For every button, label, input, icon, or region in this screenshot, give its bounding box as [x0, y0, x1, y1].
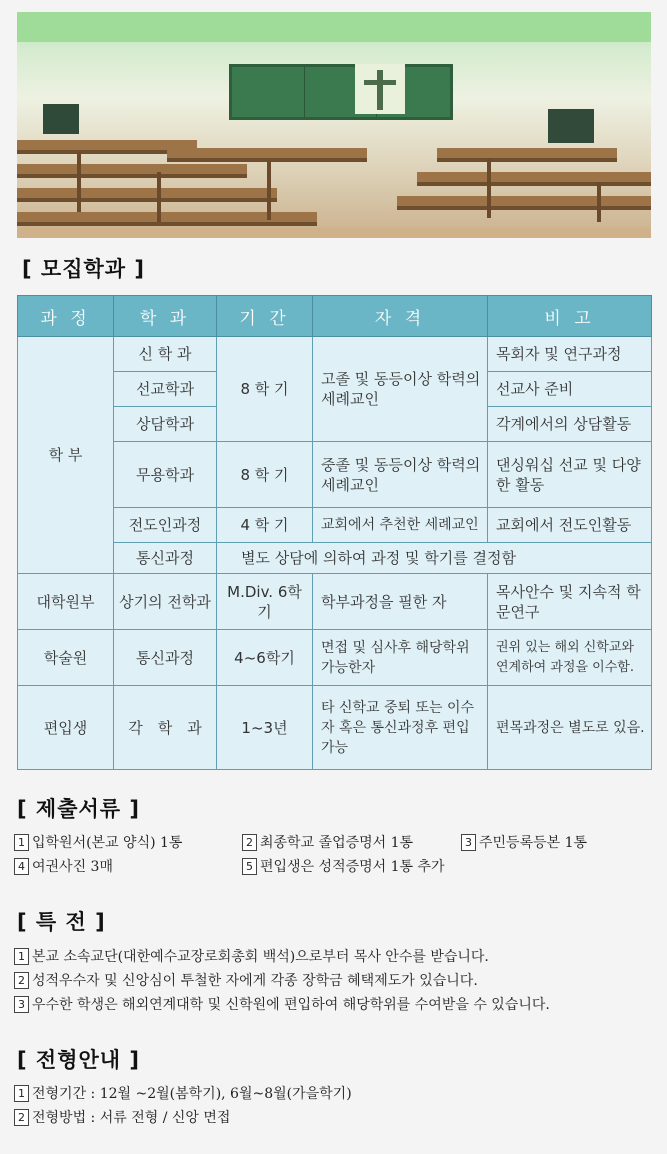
note-theology: 목회자 및 연구과정: [488, 337, 652, 372]
dept-graduate: 상기의 전학과: [114, 574, 217, 630]
header-course: 과 정: [18, 296, 114, 337]
dept-correspondence: 통신과정: [114, 543, 217, 574]
admission-heading: [ 전형안내 ]: [17, 1048, 140, 1072]
benefits-heading: [ 특 전 ]: [17, 910, 106, 934]
table-row: [18, 630, 652, 686]
table-row: [18, 686, 652, 770]
header-qualification: 자 격: [313, 296, 488, 337]
period-graduate: M.Div. 6학기: [217, 574, 313, 630]
admission-list: [14, 1083, 654, 1131]
document-text: 여권사진 3매: [32, 859, 113, 875]
table-row: [18, 337, 652, 372]
dept-evangelist: 전도인과정: [114, 508, 217, 543]
period-evangelist: 4 학 기: [217, 508, 313, 543]
document-text: 최종학교 졸업증명서 1통: [260, 835, 414, 851]
qual-academy: 면접 및 심사후 해당학위 가능한자: [313, 630, 488, 686]
dept-dance: 무용학과: [114, 442, 217, 508]
period-dance: 8 학 기: [217, 442, 313, 508]
note-transfer: 편목과정은 별도로 있음.: [488, 686, 652, 770]
table-header-row: [18, 296, 652, 337]
qual-transfer: 타 신학교 중퇴 또는 이수자 혹은 통신과정후 편입가능: [313, 686, 488, 770]
benefit-text: 성적우수자 및 신앙심이 투철한 자에게 각종 장학금 혜택제도가 있습니다.: [32, 973, 478, 989]
period-undergrad: 8 학 기: [217, 337, 313, 442]
document-text: 입학원서(본교 양식) 1통: [32, 835, 183, 851]
benefit-text: 우수한 학생은 해외연계대학 및 신학원에 편입하여 해당학위를 수여받을 수 있습니다.: [32, 997, 550, 1013]
list-item: [14, 1083, 352, 1103]
list-item: [242, 832, 413, 852]
header-note: 비 고: [488, 296, 652, 337]
cross-icon: [355, 64, 405, 114]
number-box: 2: [14, 1109, 29, 1126]
table-row: [18, 442, 652, 508]
dept-mission: 선교학과: [114, 372, 217, 407]
admission-text: 전형방법 : 서류 전형 / 신앙 면접: [32, 1110, 231, 1126]
table-row: [18, 543, 652, 574]
departments-heading: [ 모집학과 ]: [22, 257, 145, 281]
number-box: 1: [14, 1085, 29, 1102]
note-dance: 댄싱워십 선교 및 다양한 활동: [488, 442, 652, 508]
list-item: [14, 856, 113, 876]
list-item: [14, 832, 182, 852]
number-box: 4: [14, 858, 29, 875]
number-box: 2: [14, 972, 29, 989]
course-undergrad: 학 부: [18, 337, 114, 574]
list-item: [14, 994, 550, 1014]
departments-table: [17, 295, 652, 770]
document-text: 편입생은 성적증명서 1통 추가: [260, 859, 445, 875]
blackboard-shape: [229, 64, 453, 120]
number-box: 5: [242, 858, 257, 875]
qual-undergrad: 고졸 및 동등이상 학력의 세례교인: [313, 337, 488, 442]
benefits-list: [14, 946, 654, 1018]
note-mission: 선교사 준비: [488, 372, 652, 407]
documents-heading: [ 제출서류 ]: [17, 797, 140, 821]
number-box: 1: [14, 948, 29, 965]
course-academy: 학술원: [18, 630, 114, 686]
table-row: [18, 574, 652, 630]
document-text: 주민등록등본 1통: [479, 835, 588, 851]
list-item: [14, 1107, 230, 1127]
note-correspondence: 별도 상담에 의하여 과정 및 학기를 결정함: [217, 543, 652, 574]
qual-dance: 중졸 및 동등이상 학력의 세례교인: [313, 442, 488, 508]
note-graduate: 목사안수 및 지속적 학문연구: [488, 574, 652, 630]
note-academy: 권위 있는 해외 신학교와 연계하여 과정을 이수함.: [488, 630, 652, 686]
dept-transfer: 각 학 과: [114, 686, 217, 770]
list-item: [242, 856, 445, 876]
note-counsel: 각계에서의 상담활동: [488, 407, 652, 442]
number-box: 2: [242, 834, 257, 851]
dept-counsel: 상담학과: [114, 407, 217, 442]
documents-list: [14, 832, 654, 882]
course-graduate: 대학원부: [18, 574, 114, 630]
number-box: 3: [14, 996, 29, 1013]
benefit-text: 본교 소속교단(대한예수교장로회총회 백석)으로부터 목사 안수를 받습니다.: [32, 949, 489, 965]
admission-text: 전형기간 : 12월 ~2월(봄학기), 6월~8월(가을학기): [32, 1086, 352, 1102]
header-period: 기 간: [217, 296, 313, 337]
number-box: 1: [14, 834, 29, 851]
list-item: [461, 832, 587, 852]
course-transfer: 편입생: [18, 686, 114, 770]
number-box: 3: [461, 834, 476, 851]
list-item: [14, 946, 489, 966]
qual-graduate: 학부과정을 필한 자: [313, 574, 488, 630]
period-academy: 4~6학기: [217, 630, 313, 686]
note-evangelist: 교회에서 전도인활동: [488, 508, 652, 543]
header-department: 학 과: [114, 296, 217, 337]
qual-evangelist: 교회에서 추천한 세례교인: [313, 508, 488, 543]
period-transfer: 1~3년: [217, 686, 313, 770]
dept-academy: 통신과정: [114, 630, 217, 686]
dept-theology: 신 학 과: [114, 337, 217, 372]
list-item: [14, 970, 478, 990]
classroom-banner-image: [17, 12, 651, 238]
table-row: [18, 508, 652, 543]
